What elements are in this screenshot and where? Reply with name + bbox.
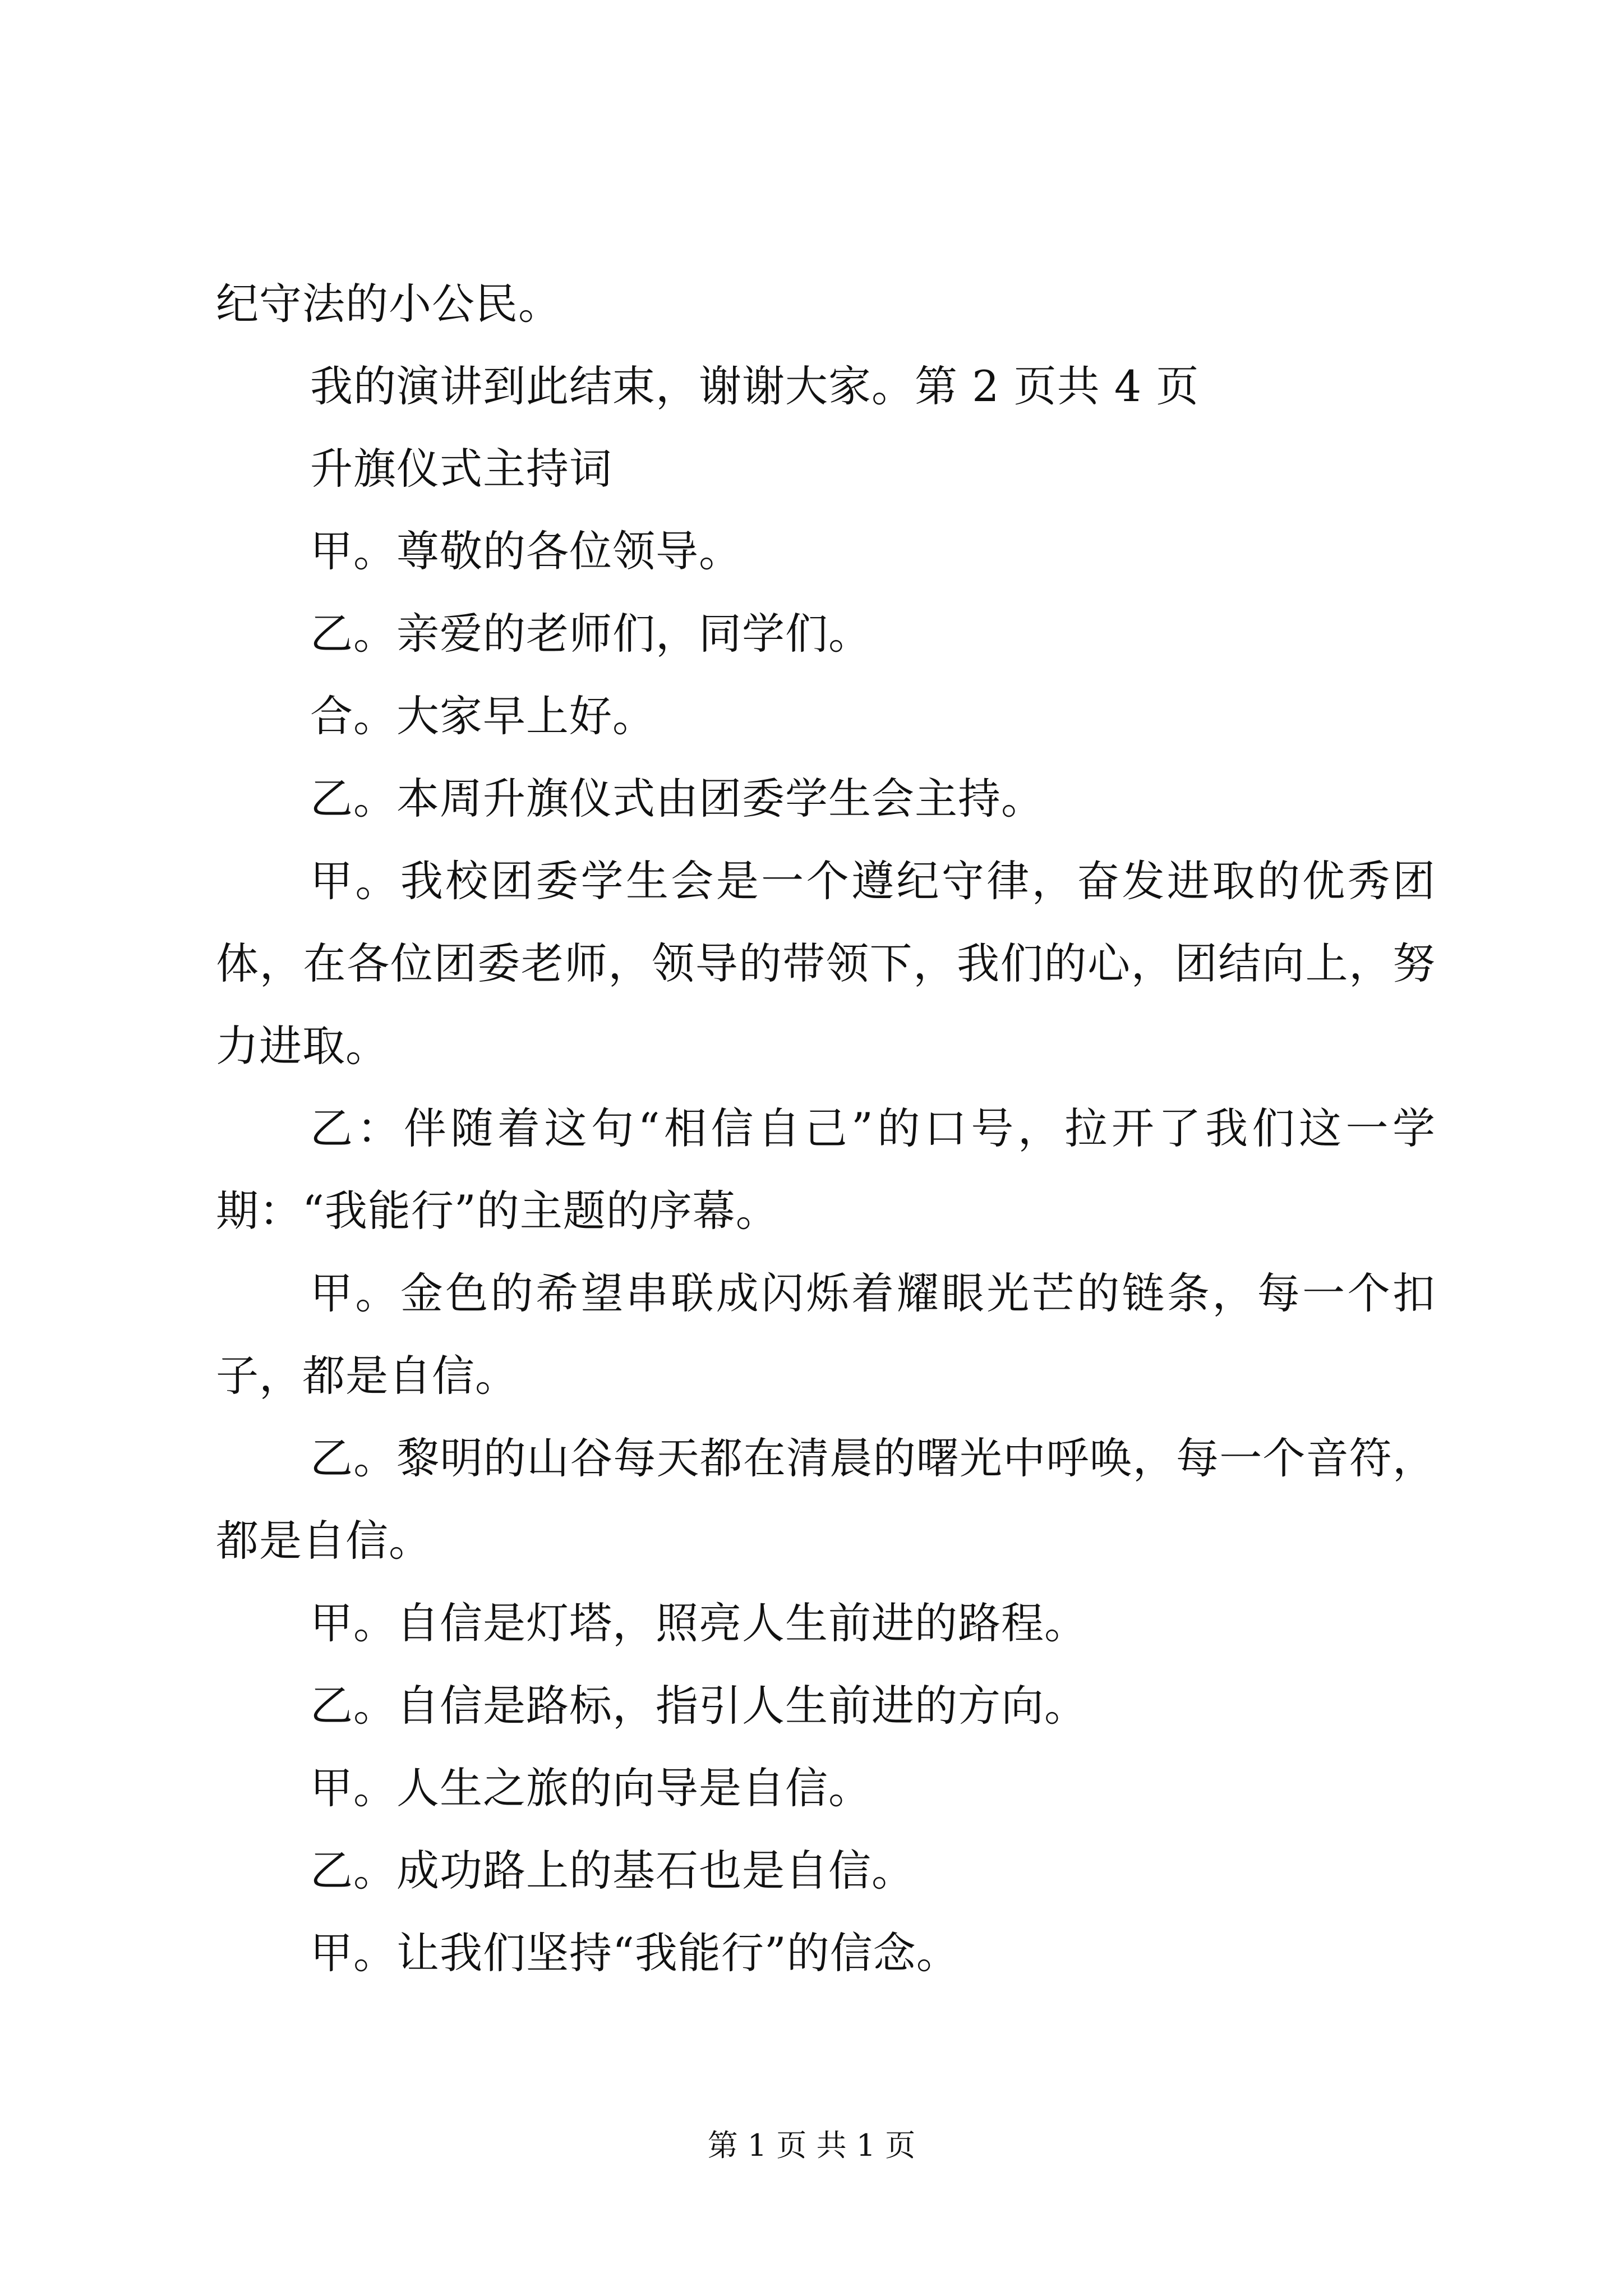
page-footer: 第 1 页 共 1 页 [707, 2128, 916, 2163]
paragraph-12: 甲。自信是灯塔，照亮人生前进的路程。 [310, 1598, 1087, 1648]
paragraph-8: 甲。我校团委学生会是一个遵纪守律，奋发进取的优秀团体，在各位团委老师，领导的带领下，我们的心，团结向上，努力进取。 [216, 856, 1436, 1071]
document-body [216, 263, 1436, 1994]
paragraph-7: 乙。本周升旗仪式由团委学生会主持。 [310, 774, 1044, 823]
section-title: 升旗仪式主持词 [310, 444, 612, 494]
paragraph-5: 乙。亲爱的老师们，同学们。 [310, 609, 872, 659]
paragraph-6: 合。大家早上好。 [310, 691, 656, 741]
paragraph-11: 乙。黎明的山谷每天都在清晨的曙光中呼唤，每一个音符，都是自信。 [216, 1433, 1436, 1566]
paragraph-13: 乙。自信是路标，指引人生前进的方向。 [310, 1681, 1087, 1731]
paragraph-2: 我的演讲到此结束，谢谢大家。第 2 页共 4 页 [310, 361, 1200, 411]
paragraph-10: 甲。金色的希望串联成闪烁着耀眼光芒的链条，每一个扣子，都是自信。 [216, 1268, 1436, 1401]
paragraph-1: 纪守法的小公民。 [216, 279, 561, 329]
paragraph-4: 甲。尊敬的各位领导。 [310, 526, 742, 576]
paragraph-15: 乙。成功路上的基石也是自信。 [310, 1846, 915, 1895]
paragraph-14: 甲。人生之旅的向导是自信。 [310, 1763, 872, 1813]
paragraph-16: 甲。让我们坚持“我能行”的信念。 [310, 1928, 960, 1978]
paragraph-9: 乙：伴随着这句“相信自己”的口号，拉开了我们这一学期：“我能行”的主题的序幕。 [216, 1103, 1436, 1236]
